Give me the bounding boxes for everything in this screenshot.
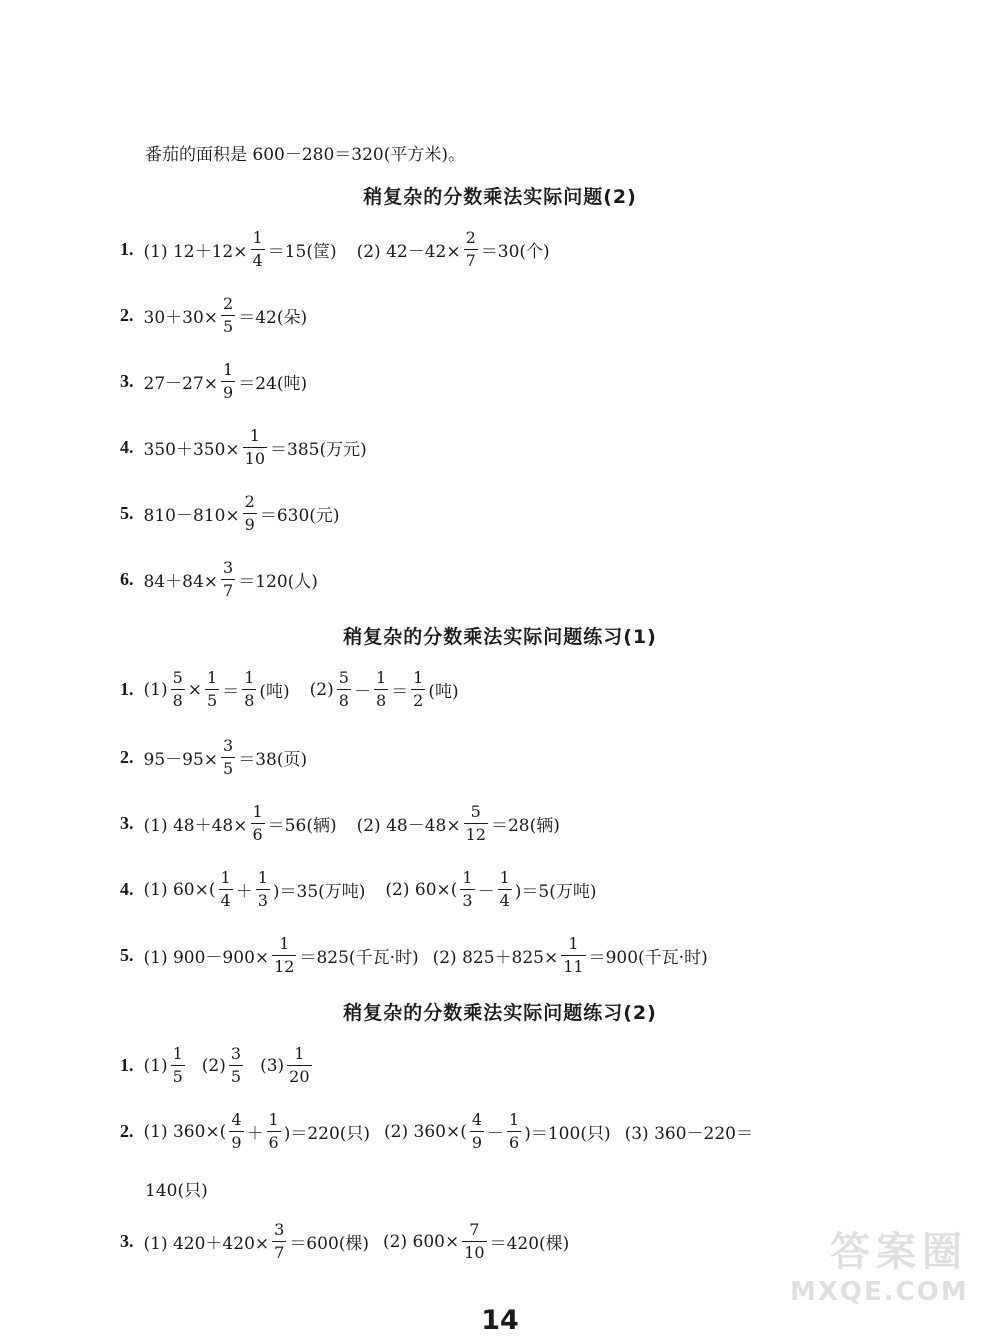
s1-item-4 (0, 428, 1000, 467)
denominator: 7 (465, 251, 476, 270)
expr-text: (1) (143, 679, 168, 700)
item-number: 1. (120, 239, 134, 259)
denominator: 8 (375, 691, 387, 710)
denominator: 10 (244, 449, 265, 468)
fraction (272, 936, 296, 975)
fraction (374, 670, 388, 709)
item-number: 3. (120, 813, 134, 833)
numerator: 1 (375, 668, 387, 687)
denominator: 2 (413, 691, 424, 710)
denominator: 3 (257, 891, 268, 910)
expr-text: ＝900(千瓦·时) (588, 948, 708, 968)
s1-item-2 (0, 296, 1000, 335)
expr-text: ＝ (222, 682, 240, 702)
expr-text: 810－810× (143, 506, 240, 526)
denominator: 12 (465, 825, 486, 844)
expr-text: 350＋350× (143, 440, 240, 460)
fraction (219, 870, 233, 909)
expr-text: (2) (201, 1055, 226, 1076)
item-number: 3. (120, 371, 134, 391)
expr-text: － (353, 682, 371, 702)
fraction (470, 1112, 484, 1151)
numerator: 2 (465, 228, 476, 247)
intro-text: 番茄的面积是 600－280＝320(平方米)。 (145, 145, 466, 165)
expr-text: ＝385(万元) (270, 440, 367, 460)
numerator: 1 (499, 868, 510, 887)
item-number: 6. (120, 569, 134, 589)
fraction (411, 670, 425, 709)
expr-text: ＝825(千瓦·时) (299, 948, 419, 968)
numerator: 1 (207, 668, 218, 687)
expr-text: )＝35(万吨) (272, 882, 366, 902)
expr-text: (1) 360×( (143, 1121, 227, 1142)
fraction (171, 1046, 185, 1085)
numerator: 3 (274, 1220, 285, 1239)
expr-text: (1) (143, 1055, 168, 1076)
fraction (251, 804, 265, 843)
expr-text: (2) 600× (383, 1231, 460, 1252)
s1-item-5 (0, 494, 1000, 533)
fraction (507, 1112, 521, 1151)
expr-text: (1) 900－900× (143, 948, 270, 968)
section-title-2: 稍复杂的分数乘法实际问题练习(1) (343, 626, 657, 648)
fraction (221, 738, 235, 777)
numerator: 1 (462, 868, 473, 887)
fraction (272, 1222, 286, 1261)
fraction (205, 670, 219, 709)
denominator: 9 (223, 383, 234, 402)
numerator: 1 (223, 360, 234, 379)
expr-text: ＝38(页) (238, 750, 308, 770)
denominator: 4 (252, 251, 263, 270)
denominator: 8 (244, 691, 255, 710)
fraction (561, 936, 585, 975)
numerator: 7 (469, 1220, 480, 1239)
expr-text: (1) 48＋48× (143, 816, 248, 836)
denominator: 3 (462, 891, 473, 910)
expr-text: (吨) (259, 682, 290, 702)
fraction (221, 560, 235, 599)
item-number: 2. (120, 305, 134, 325)
s2-item-2 (0, 738, 1000, 777)
item-number: 2. (120, 747, 134, 767)
fraction (171, 670, 185, 709)
numerator: 5 (338, 668, 349, 687)
expr-text: ＝30(个) (480, 242, 550, 262)
fraction (221, 296, 235, 335)
numerator: 4 (471, 1110, 483, 1129)
section-title-3: 稍复杂的分数乘法实际问题练习(2) (343, 1002, 657, 1024)
item-number: 1. (120, 679, 134, 699)
denominator: 10 (464, 1243, 485, 1262)
numerator: 3 (223, 558, 234, 577)
fraction (242, 670, 256, 709)
fraction (229, 1046, 243, 1085)
fraction (464, 804, 488, 843)
s2-item-5 (0, 936, 1000, 975)
expr-text: 27－27× (143, 374, 219, 394)
expr-text: 140(只) (145, 1181, 208, 1201)
expr-text: (3) 360－220＝ (624, 1124, 753, 1144)
denominator: 9 (471, 1133, 483, 1152)
numerator: 1 (294, 1044, 305, 1063)
numerator: 1 (509, 1110, 520, 1129)
denominator: 6 (509, 1133, 520, 1152)
numerator: 4 (231, 1110, 242, 1129)
expr-text: ＝ (391, 682, 409, 702)
denominator: 6 (268, 1133, 279, 1152)
expr-text: )＝5(万吨) (514, 882, 597, 902)
section-title-1: 稍复杂的分数乘法实际问题(2) (363, 186, 637, 208)
expr-text: (1) 420＋420× (143, 1234, 270, 1254)
denominator: 8 (338, 691, 349, 710)
numerator: 1 (413, 668, 424, 687)
watermark-logo (770, 1215, 995, 1330)
expr-text: (3) (260, 1055, 285, 1076)
denominator: 7 (274, 1243, 285, 1262)
numerator: 3 (223, 736, 234, 755)
watermark-text: 答案圈 (830, 1229, 968, 1275)
denominator: 5 (223, 759, 234, 778)
expr-text: ＝120(人) (238, 572, 318, 592)
s2-item-1 (0, 670, 1000, 709)
fraction (337, 670, 351, 709)
denominator: 7 (223, 581, 234, 600)
numerator: 1 (257, 868, 268, 887)
intro-line (0, 140, 1000, 165)
item-number: 4. (120, 437, 134, 457)
expr-text: ＋ (246, 1124, 264, 1144)
fraction (251, 230, 265, 269)
denominator: 5 (207, 691, 218, 710)
item-number: 5. (120, 503, 134, 523)
expr-text: (1) 60×( (143, 879, 216, 900)
numerator: 1 (244, 668, 255, 687)
expr-text: (2) 42－42× (356, 242, 461, 262)
numerator: 5 (172, 668, 183, 687)
expr-text: (吨) (428, 682, 459, 702)
expr-text: (2) 360×( (384, 1121, 467, 1142)
expr-text: 95－95× (143, 750, 219, 770)
expr-text: )＝100(只) (524, 1124, 611, 1144)
denominator: 4 (499, 891, 510, 910)
expr-text: )＝220(只) (283, 1124, 371, 1144)
denominator: 11 (563, 957, 584, 976)
denominator: 9 (231, 1133, 242, 1152)
denominator: 12 (274, 957, 295, 976)
denominator: 6 (252, 825, 263, 844)
expr-text: (2) (309, 679, 334, 700)
item-number: 3. (120, 1231, 134, 1251)
s3-item-2-continuation (0, 1176, 1000, 1201)
expr-text: ＝15(筐) (267, 242, 337, 262)
s2-item-4 (0, 870, 1000, 909)
fraction (229, 1112, 243, 1151)
denominator: 9 (244, 515, 255, 534)
expr-text: ＝28(辆) (490, 816, 560, 836)
numerator: 1 (252, 802, 263, 821)
fraction (243, 494, 257, 533)
denominator: 5 (172, 1067, 183, 1086)
item-number: 4. (120, 879, 134, 899)
expr-text: (2) 825＋825× (432, 948, 559, 968)
numerator: 1 (249, 426, 260, 445)
item-number: 5. (120, 945, 134, 965)
s2-item-3 (0, 804, 1000, 843)
numerator: 2 (223, 294, 234, 313)
page-number: 14 (481, 1305, 519, 1336)
numerator: 1 (279, 934, 290, 953)
fraction (498, 870, 512, 909)
fraction (256, 870, 270, 909)
fraction (221, 362, 235, 401)
numerator: 1 (268, 1110, 279, 1129)
expr-text: ＝24(吨) (238, 374, 308, 394)
expr-text: ＝600(棵) (289, 1234, 370, 1254)
expr-text: (2) 60×( (385, 879, 458, 900)
expr-text: (2) 48－48× (356, 816, 461, 836)
numerator: 1 (252, 228, 263, 247)
denominator: 20 (289, 1067, 310, 1086)
s3-item-2 (0, 1112, 1000, 1151)
denominator: 5 (223, 317, 234, 336)
denominator: 4 (220, 891, 231, 910)
expr-text: 84＋84× (143, 572, 219, 592)
expr-text: ＝420(棵) (489, 1234, 570, 1254)
fraction (462, 1222, 486, 1261)
denominator: 8 (172, 691, 183, 710)
numerator: 1 (172, 1044, 183, 1063)
numerator: 1 (568, 934, 579, 953)
expr-text: ＝630(元) (259, 506, 340, 526)
s1-item-3 (0, 362, 1000, 401)
expr-text: － (477, 882, 495, 902)
expr-text: (1) 12＋12× (143, 242, 248, 262)
numerator: 2 (244, 492, 255, 511)
item-number: 2. (120, 1121, 134, 1141)
numerator: 5 (470, 802, 481, 821)
fraction (460, 870, 474, 909)
expr-text: ＋ (235, 882, 253, 902)
expr-text: ＝42(朵) (238, 308, 308, 328)
expr-text: × (187, 679, 203, 700)
s1-item-6 (0, 560, 1000, 599)
s3-item-1 (0, 1046, 1000, 1085)
numerator: 1 (220, 868, 231, 887)
expr-text: ＝56(辆) (267, 816, 337, 836)
denominator: 5 (230, 1067, 242, 1086)
numerator: 3 (230, 1044, 242, 1063)
expr-text: 30＋30× (143, 308, 219, 328)
fraction (243, 428, 267, 467)
fraction (267, 1112, 281, 1151)
fraction (287, 1046, 311, 1085)
fraction (464, 230, 478, 269)
item-number: 1. (120, 1055, 134, 1075)
watermark-url: MXQE.COM (790, 1277, 969, 1307)
s1-item-1 (0, 230, 1000, 269)
expr-text: － (487, 1124, 505, 1144)
